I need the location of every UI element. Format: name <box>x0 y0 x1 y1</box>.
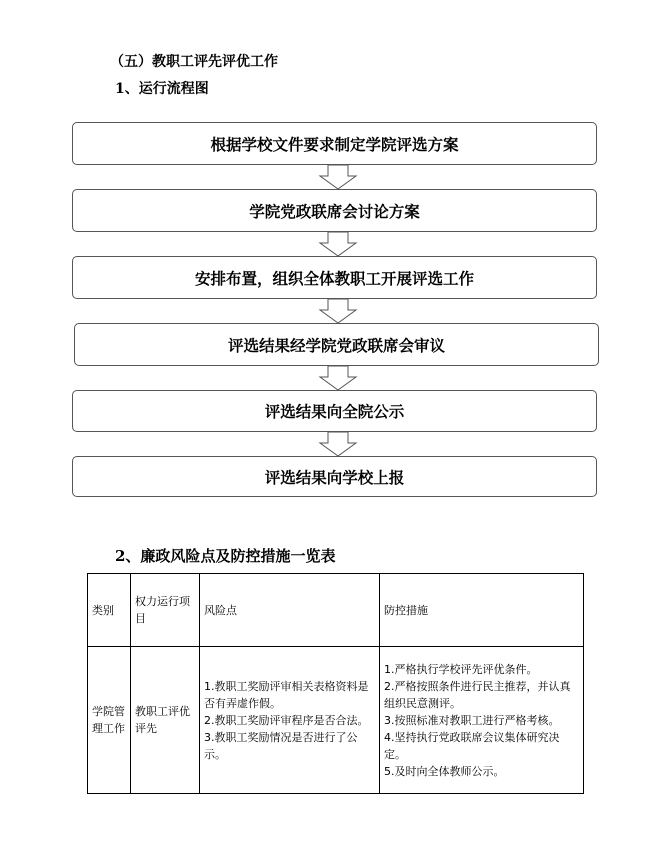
section-title: （五）教职工评先评优工作 <box>110 54 278 70</box>
flow-step-6: 评选结果向学校上报 <box>72 456 597 497</box>
flow-step-4: 评选结果经学院党政联席会审议 <box>74 323 599 366</box>
down-arrow-icon <box>318 431 358 457</box>
down-arrow-icon <box>318 365 358 391</box>
risk-point: 2.教职工奖励评审程序是否合法。 <box>204 713 369 727</box>
control-measure: 3.按照标准对教职工进行严格考核。 <box>384 713 560 727</box>
risk-table <box>87 573 584 794</box>
down-arrow-icon <box>318 231 358 257</box>
header-risks: 风险点 <box>200 574 380 647</box>
control-measure: 1.严格执行学校评先评优条件。 <box>384 662 538 676</box>
control-measure: 5.及时向全体教师公示。 <box>384 764 505 778</box>
cell-measures <box>380 647 584 794</box>
flow-step-1: 根据学校文件要求制定学院评选方案 <box>72 122 597 165</box>
table-heading: 2、廉政风险点及防控措施一览表 <box>115 547 336 565</box>
risk-point: 3.教职工奖励情况是否进行了公示。 <box>204 730 358 761</box>
flow-step-5: 评选结果向全院公示 <box>72 390 597 432</box>
cell-risks <box>200 647 380 794</box>
down-arrow-icon <box>318 298 358 324</box>
risk-point: 1.教职工奖励评审相关表格资料是否有弄虚作假。 <box>204 679 369 710</box>
down-arrow-icon <box>318 164 358 190</box>
table-header-row <box>88 574 584 647</box>
cell-category: 学院管理工作 <box>88 647 131 794</box>
header-category: 类别 <box>88 574 131 647</box>
flow-step-3: 安排布置，组织全体教职工开展评选工作 <box>72 256 597 299</box>
header-item: 权力运行项目 <box>131 574 200 647</box>
header-measures: 防控措施 <box>380 574 584 647</box>
table-row <box>88 647 584 794</box>
flow-heading: 1、运行流程图 <box>115 81 209 97</box>
cell-item: 教职工评优评先 <box>131 647 200 794</box>
control-measure: 4.坚持执行党政联席会议集体研究决定。 <box>384 730 560 761</box>
flow-step-2: 学院党政联席会讨论方案 <box>72 189 597 232</box>
control-measure: 2.严格按照条件进行民主推荐，并认真组织民意测评。 <box>384 679 571 710</box>
